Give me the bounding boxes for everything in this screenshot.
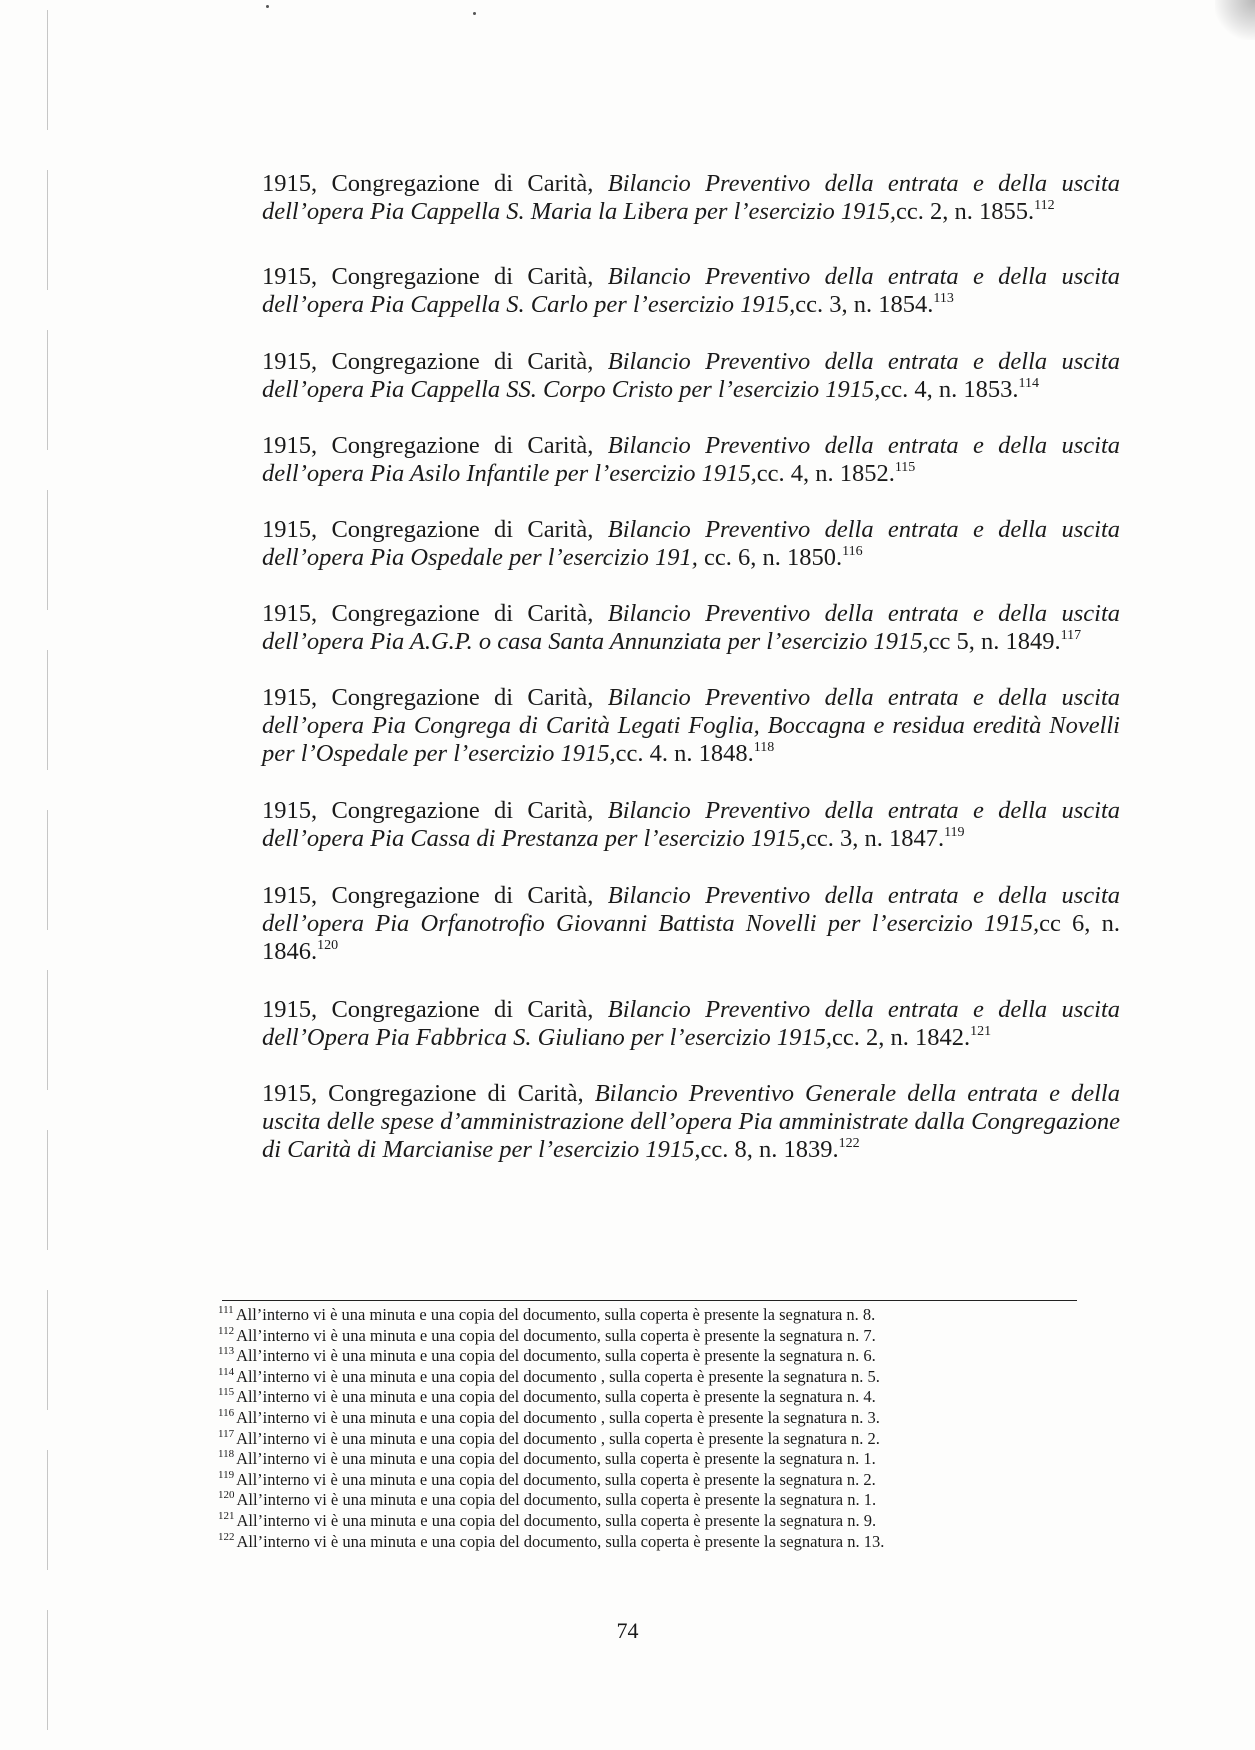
footnote-ref: 120 — [317, 938, 339, 953]
footnote-116: $^{116}$ All’interno vi è una minuta e una copia del documento , sulla coperta è presente la segnatura n. 3. — [218, 1406, 880, 1427]
footnote-118: $^{118}$ All’interno vi è una minuta e una copia del documento, sulla coperta è presente la segnatura n. 1. — [218, 1448, 876, 1469]
entry-3: 1915, Congregazione di Carità, Bilancio Preventivo della entrata e della uscita dell’opera Pia Cappella SS. Corpo Cristo per l’esercizio 1915,cc. 4, n. 1853.$^{114}$ — [262, 348, 1121, 403]
scan-speck — [266, 5, 269, 8]
entry-1: 1915, Congregazione di Carità, Bilancio Preventivo della entrata e della uscita dell’opera Pia Cappella S. Maria la Libera per l’esercizio 1915,cc. 2, n. 1855.$^{112}$ — [262, 170, 1121, 225]
footnote-ref: 117 — [1060, 628, 1082, 643]
footnote-ref: 116 — [842, 544, 863, 559]
entry-5: 1915, Congregazione di Carità, Bilancio Preventivo della entrata e della uscita dell’opera Pia Ospedale per l’esercizio 191, cc. 6, n. 1850.$^{116}$ — [262, 516, 1121, 571]
scan-binding-shadow — [47, 10, 48, 1740]
footnote-114: $^{114}$ All’interno vi è una minuta e una copia del documento , sulla coperta è presente la segnatura n. 5. — [218, 1365, 880, 1386]
page-number: 74 — [616, 1618, 639, 1643]
entry-4: 1915, Congregazione di Carità, Bilancio Preventivo della entrata e della uscita dell’opera Pia Asilo Infantile per l’esercizio 1915,cc. 4, n. 1852.$^{115}$ — [262, 432, 1121, 487]
footnote-113: $^{113}$ All’interno vi è una minuta e una copia del documento, sulla coperta è presente la segnatura n. 6. — [218, 1345, 876, 1366]
footnote-ref: 114 — [1018, 376, 1039, 391]
footnote-121: $^{121}$ All’interno vi è una minuta e una copia del documento, sulla coperta è presente la segnatura n. 9. — [218, 1509, 877, 1530]
footnote-ref: 122 — [838, 1136, 860, 1151]
footnote-122: $^{122}$ All’interno vi è una minuta e una copia del documento, sulla coperta è presente la segnatura n. 13. — [218, 1530, 885, 1551]
footnote-120: $^{120}$ All’interno vi è una minuta e una copia del documento, sulla coperta è presente la segnatura n. 1. — [218, 1489, 877, 1510]
footnote-ref: 113 — [933, 291, 954, 306]
footnote-112: $^{112}$ All’interno vi è una minuta e una copia del documento, sulla coperta è presente la segnatura n. 7. — [218, 1324, 876, 1345]
scan-speck — [473, 12, 476, 15]
footnote-ref: 119 — [944, 825, 965, 840]
entry-2: 1915, Congregazione di Carità, Bilancio Preventivo della entrata e della uscita dell’opera Pia Cappella S. Carlo per l’esercizio 1915,cc. 3, n. 1854.$^{113}$ — [262, 263, 1121, 318]
entry-9: 1915, Congregazione di Carità, Bilancio Preventivo della entrata e della uscita dell’opera Pia Orfanotrofio Giovanni Battista Novelli per l’esercizio 1915,cc 6, n. 1846.$^{120}$ — [262, 882, 1121, 965]
entry-8: 1915, Congregazione di Carità, Bilancio Preventivo della entrata e della uscita dell’opera Pia Cassa di Prestanza per l’esercizio 1915,cc. 3, n. 1847.$^{119}$ — [262, 797, 1121, 852]
footnote-111: $^{111}$ All’interno vi è una minuta e una copia del documento, sulla coperta è presente la segnatura n. 8. — [218, 1304, 876, 1324]
footnote-115: $^{115}$ All’interno vi è una minuta e una copia del documento, sulla coperta è presente la segnatura n. 4. — [218, 1386, 876, 1407]
scan-corner-shadow — [1215, 0, 1255, 40]
footnote-ref: 118 — [753, 740, 775, 755]
footnote-ref: 115 — [894, 460, 916, 475]
footnote-separator — [222, 1300, 1077, 1301]
footnote-ref: 121 — [970, 1024, 992, 1039]
entry-7: 1915, Congregazione di Carità, Bilancio Preventivo della entrata e della uscita dell’opera Pia Congrega di Carità Legati Foglia, Boccagna e residua eredità Novelli per l’Ospedale per l’esercizio 1915,cc. 4. n. 1848.$^{118}$ — [262, 684, 1121, 767]
footnote-117: $^{117}$ All’interno vi è una minuta e una copia del documento , sulla coperta è presente la segnatura n. 2. — [218, 1427, 880, 1448]
entry-11: 1915, Congregazione di Carità, Bilancio Preventivo Generale della entrata e della uscita delle spese d’amministrazione dell’opera Pia amministrate dalla Congregazione di Carità di Marcianise per l’esercizio 1915,cc. 8, n. 1839.$^{122}$ — [262, 1080, 1120, 1163]
footnote-ref: 112 — [1034, 198, 1055, 213]
entry-10: 1915, Congregazione di Carità, Bilancio Preventivo della entrata e della uscita dell’Opera Pia Fabbrica S. Giuliano per l’esercizio 1915,cc. 2, n. 1842.$^{121}$ — [262, 996, 1121, 1051]
entry-6: 1915, Congregazione di Carità, Bilancio Preventivo della entrata e della uscita dell’opera Pia A.G.P. o casa Santa Annunziata per l’esercizio 1915,cc 5, n. 1849.$^{117}$ — [262, 600, 1121, 655]
footnote-119: $^{119}$ All’interno vi è una minuta e una copia del documento, sulla coperta è presente la segnatura n. 2. — [218, 1468, 876, 1489]
footnotes-section — [218, 1300, 1076, 1552]
